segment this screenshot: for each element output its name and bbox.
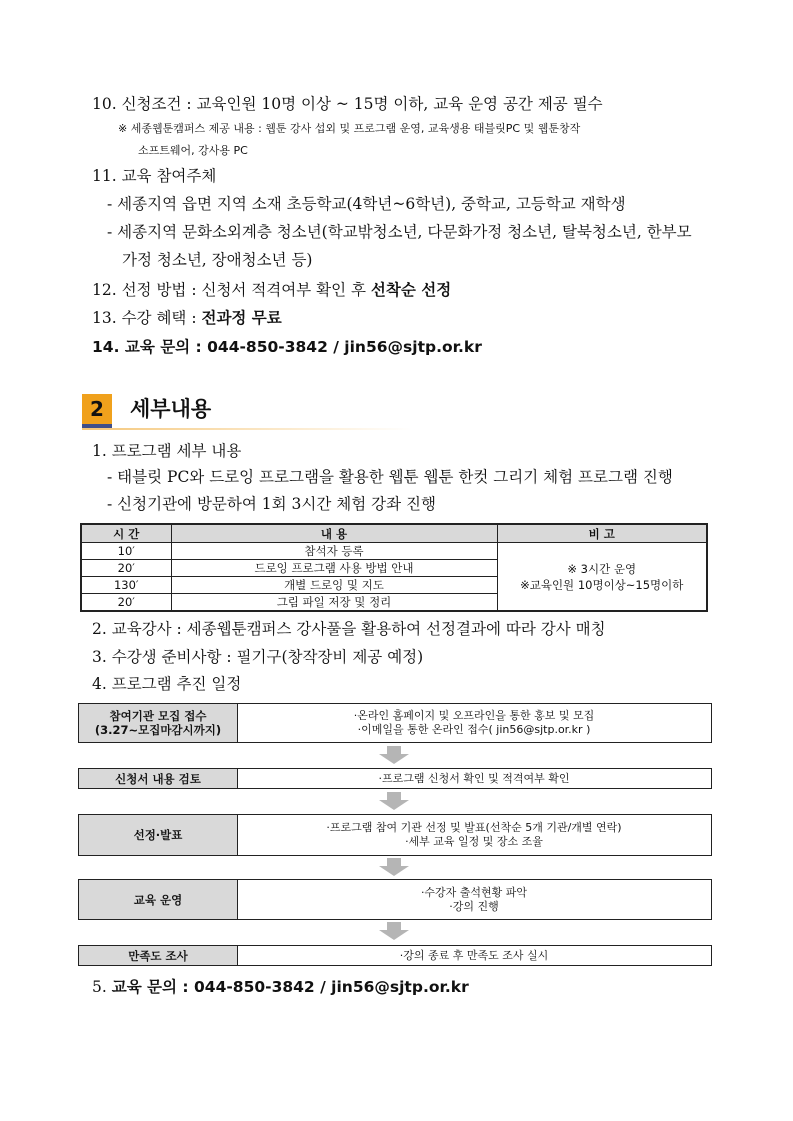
item-10: 10. 신청조건 : 교육인원 10명 이상 ~ 15명 이하, 교육 운영 공간 제공 필수 [92,95,603,113]
table-header-time: 시 간 [81,524,171,543]
flow-step-label [79,704,238,742]
table-cell-time: 20′ [81,560,171,577]
table-cell-remark [497,543,707,612]
s2-item-3: 3. 수강생 준비사항 : 필기구(창작장비 제공 예정) [92,648,424,666]
flow-step-content [237,704,711,742]
flow-step-content [237,769,711,788]
item-11-sub2: - 세종지역 문화소외계층 청소년(학교밖청소년, 다문화가정 청소년, 탈북청소년, 한부모 [107,223,692,241]
flow-label-line: 교육 운영 [133,892,183,907]
item-5-contact: 교육 문의 : 044-850-3842 / jin56@sjtp.or.kr [111,978,469,996]
flow-content-line: ·강의 진행 [449,899,499,913]
item-11-sub2-cont: 가정 청소년, 장애청소년 등) [122,251,313,269]
flow-label-line: 선정·발표 [133,828,183,842]
section-badge-bar [82,424,112,428]
section-title: 세부내용 [130,397,212,421]
flow-label-line: 만족도 조사 [128,948,188,963]
flow-step-content [237,880,711,919]
item-13-bold: 전과정 무료 [201,309,282,327]
flow-step-selection [78,814,712,856]
flow-content-line: ·온라인 홈페이지 및 오프라인을 통한 홍보 및 모집 [353,709,595,722]
flow-label-line: 참여기관 모집 접수 [109,709,207,723]
table-cell-content: 드로잉 프로그램 사용 방법 안내 [171,560,497,577]
flow-step-content [237,815,711,855]
s2-item-1-sub2: - 신청기관에 방문하여 1회 3시간 체험 강좌 진행 [107,495,436,513]
item-11: 11. 교육 참여주체 [92,167,217,185]
section-underline [82,428,412,430]
flow-content-line: ·수강자 출석현황 파악 [420,885,528,899]
remark-line-2: ※교육인원 10명이상~15명이하 [520,577,684,592]
table-row [81,543,707,560]
s2-item-5 [92,977,469,997]
item-13-text: 13. 수강 혜택 : [92,309,202,327]
schedule-table [80,523,708,612]
item-12-bold: 선착순 선정 [370,281,452,299]
flow-label-line: (3.27~모집마감시까지) [94,723,222,737]
flow-step-operation [78,879,712,920]
section-number-badge: 2 [82,394,112,424]
flow-step-label [79,815,238,855]
item-10-note-cont: 소프트웨어, 강사용 PC [138,144,248,157]
down-arrow-icon [379,858,409,876]
table-cell-time: 20′ [81,594,171,612]
item-5-number: 5. [92,978,112,996]
table-header-remark: 비 고 [497,524,707,543]
s2-item-1-sub1: - 태블릿 PC와 드로잉 프로그램을 활용한 웹툰 웹툰 한컷 그리기 체험 프로그램 진행 [107,468,673,486]
table-cell-content: 참석자 등록 [171,543,497,560]
item-10-note: ※ 세종웹툰캠퍼스 제공 내용 : 웹툰 강사 섭외 및 프로그램 운영, 교육생용 태블릿PC 및 웹툰창작 [118,122,581,135]
flow-step-review [78,768,712,789]
flow-content-line: ·강의 종료 후 만족도 조사 실시 [399,948,549,962]
down-arrow-icon [379,792,409,810]
table-cell-time: 130′ [81,577,171,594]
item-11-sub1: - 세종지역 읍면 지역 소재 초등학교(4학년~6학년), 중학교, 고등학교 재학생 [107,195,626,213]
flow-step-label [79,769,238,788]
down-arrow-icon [379,746,409,764]
item-13 [92,308,282,328]
s2-item-1: 1. 프로그램 세부 내용 [92,442,242,460]
flow-step-label [79,880,238,919]
table-header-content: 내 용 [171,524,497,543]
flow-step-recruit [78,703,712,743]
item-14-contact: 14. 교육 문의 : 044-850-3842 / jin56@sjtp.or.kr [92,338,482,356]
flow-label-line: 신청서 내용 검토 [115,771,201,786]
table-cell-time: 10′ [81,543,171,560]
remark-line-1: ※ 3시간 운영 [567,561,637,576]
s2-item-2: 2. 교육강사 : 세종웹툰캠퍼스 강사풀을 활용하여 선정결과에 따라 강사 매칭 [92,620,606,638]
s2-item-4: 4. 프로그램 추진 일정 [92,675,242,693]
table-cell-content: 그림 파일 저장 및 정리 [171,594,497,612]
flow-step-survey [78,945,712,966]
flow-content-line: ·프로그램 신청서 확인 및 적격여부 확인 [378,771,570,785]
flow-content-line: ·세부 교육 일정 및 장소 조율 [405,835,543,848]
item-12 [92,280,451,300]
flow-content-line: ·프로그램 참여 기관 선정 및 발표(선착순 5개 기관/개별 연락) [326,821,622,834]
flow-content-line: ·이메일을 통한 온라인 접수( jin56@sjtp.or.kr ) [357,723,591,736]
table-cell-content: 개별 드로잉 및 지도 [171,577,497,594]
flow-step-content [237,946,711,965]
item-12-text: 12. 선정 방법 : 신청서 적격여부 확인 후 [92,281,371,299]
flow-step-label [79,946,238,965]
down-arrow-icon [379,922,409,940]
